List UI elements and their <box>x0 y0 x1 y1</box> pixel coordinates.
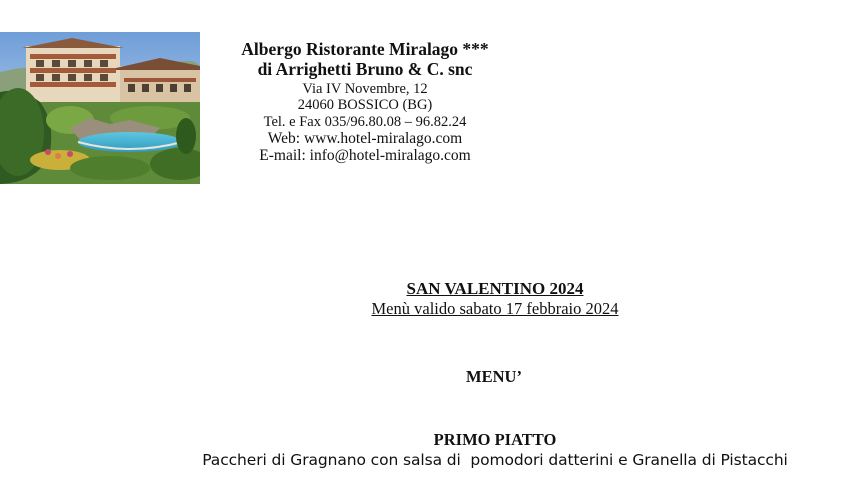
course-heading: PRIMO PIATTO <box>433 430 557 449</box>
event-title: SAN VALENTINO 2024 <box>406 279 584 298</box>
hotel-company: di Arrighetti Bruno & C. snc <box>257 58 473 79</box>
hotel-header <box>215 40 515 165</box>
hotel-email: E-mail: info@hotel-miralago.com <box>259 147 471 165</box>
event-title-block <box>330 279 660 319</box>
hotel-phone: Tel. e Fax 035/96.80.08 – 96.82.24 <box>263 113 467 130</box>
hotel-name: Albergo Ristorante Miralago *** <box>241 39 489 59</box>
hotel-web: Web: www.hotel-miralago.com <box>267 129 463 147</box>
hotel-city: 24060 BOSSICO (BG) <box>297 97 433 114</box>
event-subtitle: Menù valido sabato 17 febbraio 2024 <box>371 299 619 319</box>
menu-heading: MENU’ <box>466 367 522 386</box>
hotel-photo <box>0 32 200 184</box>
course-dish: Paccheri di Gragnano con salsa di pomodori datterini e Granella di Pistacchi <box>202 451 788 469</box>
hotel-address: Via IV Novembre, 12 <box>302 81 428 98</box>
